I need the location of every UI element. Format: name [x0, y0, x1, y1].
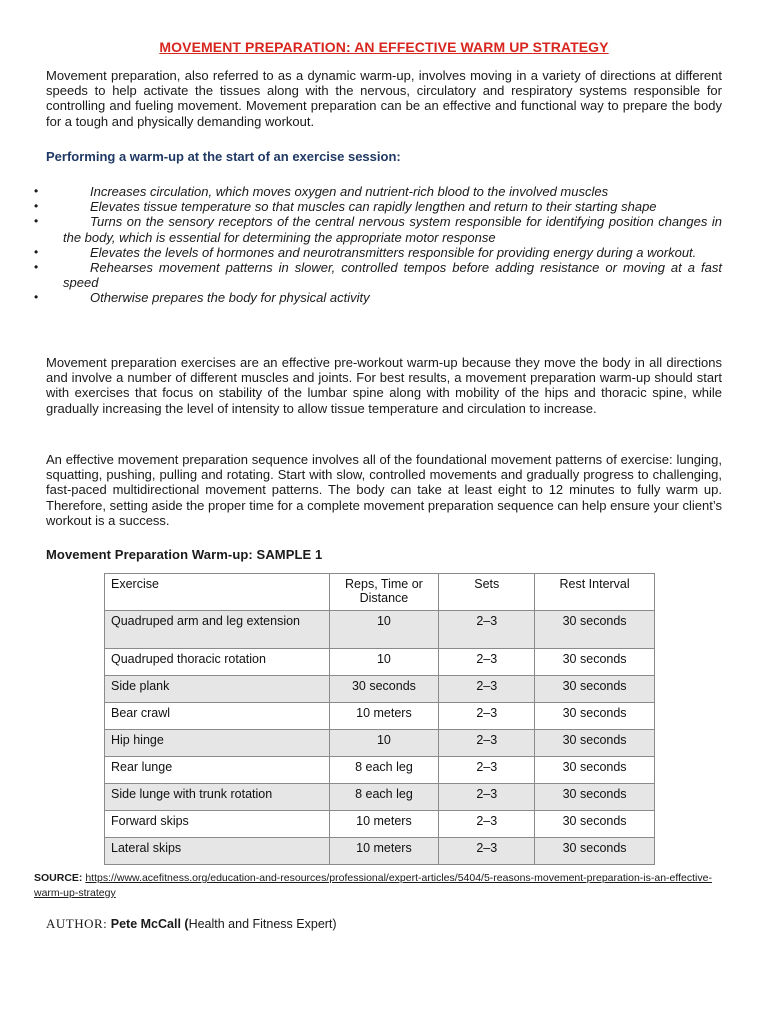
cell-sets: 2–3 [439, 838, 535, 865]
table-row [105, 611, 655, 649]
cell-reps: 8 each leg [329, 784, 439, 811]
source-citation [34, 871, 734, 901]
warmup-table [104, 573, 655, 865]
table-row [105, 784, 655, 811]
warmup-table-wrapper [104, 573, 655, 865]
cell-sets: 2–3 [439, 730, 535, 757]
cell-exercise: Forward skips [105, 811, 330, 838]
bullet-text: Otherwise prepares the body for physical activity [90, 290, 370, 306]
bullet-icon: • [34, 244, 39, 259]
cell-rest: 30 seconds [535, 703, 655, 730]
table-row [105, 649, 655, 676]
bullet-icon: • [34, 290, 39, 305]
col-header-rest: Rest Interval [535, 574, 655, 611]
sequence-paragraph: An effective movement preparation sequence involves all of the foundational movement patterns of exercise: lunging, squatting, pushing, pulling and rotating. Start with slow, controlled movements and gradually progress to challenging, fast-paced multidirectional movement patterns. The body can take at least eight to 12 minutes to fully warm up. Therefore, setting aside the proper time for a complete movement preparation sequence can help ensure your client’s workout is a success. [46, 452, 722, 528]
author-label: AUTHOR: [46, 916, 108, 931]
cell-rest: 30 seconds [535, 649, 655, 676]
table-row [105, 757, 655, 784]
cell-reps: 8 each leg [329, 757, 439, 784]
cell-exercise: Quadruped arm and leg extension [105, 611, 330, 649]
bullet-text: Elevates the levels of hormones and neurotransmitters responsible for providing energy during a workout. [90, 244, 697, 260]
cell-exercise: Lateral skips [105, 838, 330, 865]
cell-reps: 10 meters [329, 811, 439, 838]
bullets-subheading: Performing a warm-up at the start of an exercise session: [46, 149, 401, 164]
cell-reps: 10 [329, 611, 439, 649]
cell-sets: 2–3 [439, 649, 535, 676]
intro-paragraph: Movement preparation, also referred to as a dynamic warm-up, involves moving in a variety of directions at different speeds to help activate the tissues along with the nervous, circulatory and respiratory systems responsible for controlling and fueling movement. Movement preparation can be an effective and functional way to prepare the body for a tough and physically demanding workout. [46, 68, 722, 129]
cell-rest: 30 seconds [535, 611, 655, 649]
cell-reps: 10 [329, 649, 439, 676]
cell-exercise: Quadruped thoracic rotation [105, 649, 330, 676]
table-row [105, 730, 655, 757]
bullet-icon: • [34, 199, 39, 214]
cell-exercise: Side plank [105, 676, 330, 703]
bullet-text: Elevates tissue temperature so that muscles can rapidly lengthen and return to their starting shape [90, 199, 657, 215]
cell-sets: 2–3 [439, 784, 535, 811]
table-row [105, 676, 655, 703]
cell-exercise: Rear lunge [105, 757, 330, 784]
cell-reps: 30 seconds [329, 676, 439, 703]
col-header-reps: Reps, Time or Distance [329, 574, 439, 611]
list-item [34, 214, 722, 244]
cell-sets: 2–3 [439, 676, 535, 703]
cell-reps: 10 meters [329, 838, 439, 865]
cell-exercise: Hip hinge [105, 730, 330, 757]
cell-exercise: Bear crawl [105, 703, 330, 730]
cell-rest: 30 seconds [535, 784, 655, 811]
bullet-icon: • [34, 184, 39, 198]
cell-reps: 10 [329, 730, 439, 757]
table-row [105, 811, 655, 838]
cell-exercise: Side lunge with trunk rotation [105, 784, 330, 811]
stability-paragraph: Movement preparation exercises are an effective pre-workout warm-up because they move the body in all directions and involve a number of different muscles and joints. For best results, a movement preparation warm-up should start with exercises that focus on stability of the lumbar spine along with mobility of the hips and thoracic spine, while gradually increasing the level of intensity to allow tissue temperature and circulation to increase. [46, 355, 722, 416]
cell-sets: 2–3 [439, 757, 535, 784]
bullet-text: Rehearses movement patterns in slower, controlled tempos before adding resistance or moving at a fast speed [63, 260, 722, 291]
cell-sets: 2–3 [439, 611, 535, 649]
sample-heading: Movement Preparation Warm-up: SAMPLE 1 [46, 547, 323, 562]
bullet-text: Increases circulation, which moves oxygen and nutrient-rich blood to the involved muscles [90, 184, 609, 199]
cell-reps: 10 meters [329, 703, 439, 730]
bullet-icon: • [34, 260, 39, 275]
table-row [105, 838, 655, 865]
cell-rest: 30 seconds [535, 676, 655, 703]
list-item [34, 245, 722, 260]
bullet-icon: • [34, 214, 39, 229]
author-role: Health and Fitness Expert) [188, 917, 337, 931]
cell-rest: 30 seconds [535, 730, 655, 757]
list-item [34, 199, 722, 214]
list-item [34, 290, 722, 305]
cell-rest: 30 seconds [535, 757, 655, 784]
source-link[interactable]: https://www.acefitness.org/education-and-resources/professional/expert-articles/5404/5-reasons-movement-preparation-is-an-effective-warm-up-strategy [34, 872, 712, 899]
cell-sets: 2–3 [439, 703, 535, 730]
cell-rest: 30 seconds [535, 811, 655, 838]
document-title: MOVEMENT PREPARATION: AN EFFECTIVE WARM UP STRATEGY [159, 39, 609, 55]
benefits-list [34, 184, 722, 306]
list-item [34, 260, 722, 290]
col-header-exercise: Exercise [105, 574, 330, 611]
cell-rest: 30 seconds [535, 838, 655, 865]
table-header-row [105, 574, 655, 611]
author-line [46, 916, 337, 932]
table-row [105, 703, 655, 730]
bullet-text: Turns on the sensory receptors of the central nervous system responsible for identifying position changes in the body, which is essential for determining the appropriate motor response [63, 214, 722, 245]
author-name: Pete McCall ( [110, 917, 189, 931]
source-label: SOURCE: [34, 872, 83, 884]
col-header-sets: Sets [439, 574, 535, 611]
list-item [34, 184, 722, 199]
cell-sets: 2–3 [439, 811, 535, 838]
